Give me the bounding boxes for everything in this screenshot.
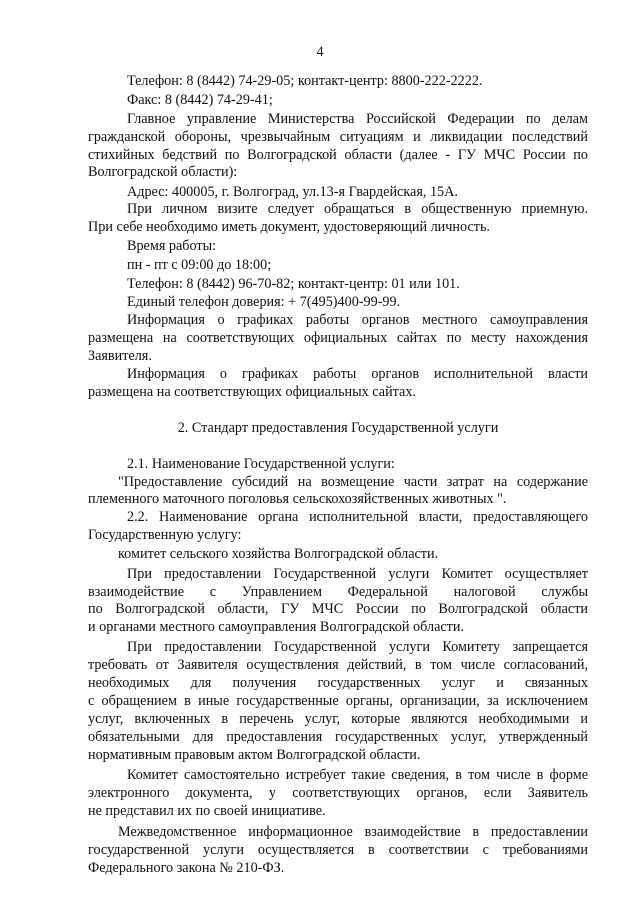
self-request-line: не представил их по своей инициативе. (88, 803, 326, 819)
interaction-line: и органами местного самоуправления Волгоградской области. (88, 619, 465, 635)
personal-visit-line: При себе необходимо иметь документ, удостоверяющий личность. (88, 219, 490, 235)
interagency-line: государственной услуги осуществляется в соответствии с требованиями (88, 842, 588, 858)
working-hours-days: пн - пт с 09:00 до 18:00; (127, 257, 272, 273)
prohibition-line: с обращением в иные государственные органы, организации, за исключением (88, 693, 588, 709)
working-hours-label: Время работы: (127, 238, 217, 254)
executive-body-name: комитет сельского хозяйства Волгоградской области. (118, 546, 439, 562)
mchs-intro-line: Главное управление Министерства Российской Федерации по делам (127, 111, 588, 127)
trust-phone: Единый телефон доверия: + 7(495)400-99-99. (127, 294, 401, 310)
service-name-line: "Предоставление субсидий на возмещение части затрат на содержание (118, 474, 588, 490)
subsection-2-2-heading: Государственную услугу: (88, 527, 242, 543)
page-number: 4 (316, 44, 324, 60)
local-gov-info-line: Информация о графиках работы органов местного самоуправления (127, 312, 588, 328)
working-hours-phone: Телефон: 8 (8442) 96-70-82; контакт-центр: 01 или 101. (127, 276, 460, 292)
exec-gov-info-line: размещена на соответствующих официальных сайтах. (88, 384, 416, 400)
interagency-line: Федерального закона № 210-ФЗ. (88, 860, 285, 876)
interaction-line: по Волгоградской области, ГУ МЧС России по Волгоградской области (88, 601, 588, 617)
self-request-line: электронного документа, у соответствующих органов, если Заявитель (88, 785, 588, 801)
interaction-line: При предоставлении Государственной услуги Комитет осуществляет (127, 566, 588, 582)
personal-visit-line: При личном визите следует обращаться в общественную приемную. (127, 201, 588, 217)
service-name-line: племенного маточного поголовья сельскохозяйственных животных ". (88, 491, 507, 507)
prohibition-line: необходимых для получения государственных услуг и связанных (88, 675, 588, 691)
contact-fax: Факс: 8 (8442) 74-29-41; (127, 92, 273, 108)
section-title: 2. Стандарт предоставления Государственной услуги (177, 420, 499, 436)
mchs-intro-line: Волгоградской области): (88, 164, 238, 180)
prohibition-line: При предоставлении Государственной услуги Комитету запрещается (127, 639, 588, 655)
self-request-line: Комитет самостоятельно истребует такие сведения, в том числе в форме (127, 767, 588, 783)
local-gov-info-line: размещена на соответствующих официальных сайтах по месту нахождения (88, 330, 588, 346)
contact-phone: Телефон: 8 (8442) 74-29-05; контакт-центр: 8800-222-2222. (127, 73, 483, 89)
mchs-intro-line: стихийных бедствий по Волгоградской области (далее - ГУ МЧС России по (88, 147, 588, 163)
interagency-line: Межведомственное информационное взаимодействие в предоставлении (118, 824, 588, 840)
mchs-address: Адрес: 400005, г. Волгоград, ул.13-я Гвардейская, 15А. (127, 184, 458, 200)
exec-gov-info-line: Информация о графиках работы органов исполнительной власти (127, 366, 588, 382)
subsection-2-1-heading: 2.1. Наименование Государственной услуги: (127, 456, 395, 472)
subsection-2-2-heading: 2.2. Наименование органа исполнительной власти, предоставляющего (127, 509, 588, 525)
prohibition-line: обязательными для предоставления государственных услуг, утвержденный (88, 729, 588, 745)
prohibition-line: нормативным правовым актом Волгоградской области. (88, 747, 421, 763)
prohibition-line: услуг, включенных в перечень услуг, которые являются необходимыми и (88, 711, 588, 727)
interaction-line: взаимодействие с Управлением Федеральной налоговой службы (88, 584, 588, 600)
mchs-intro-line: гражданской обороны, чрезвычайным ситуациям и ликвидации последствий (88, 129, 588, 145)
local-gov-info-line: Заявителя. (88, 348, 152, 364)
prohibition-line: требовать от Заявителя осуществления действий, в том числе согласований, (88, 657, 588, 673)
